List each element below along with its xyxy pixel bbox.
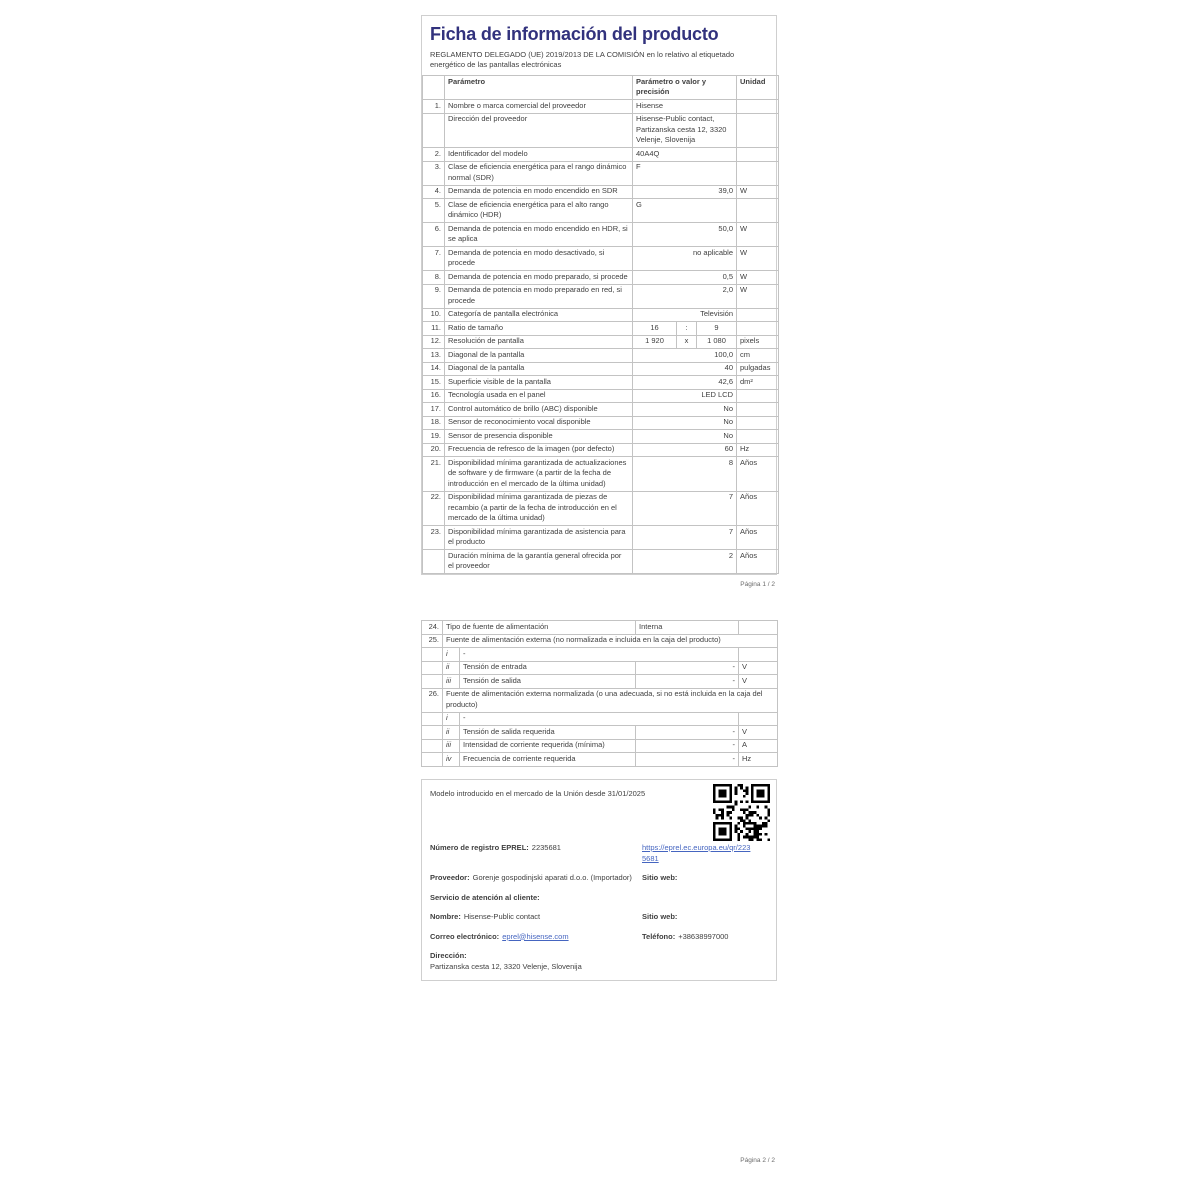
unit-cell (737, 322, 779, 336)
unit-cell: W (737, 247, 779, 271)
parameter-label-cell: Sensor de presencia disponible (445, 430, 633, 444)
table-row (423, 148, 779, 162)
parameter-label-cell: Categoría de pantalla electrónica (445, 308, 633, 322)
table-row (423, 100, 779, 114)
unit-cell (739, 648, 778, 662)
parameter-label-cell: Nombre o marca comercial del proveedor (445, 100, 633, 114)
parameter-label-cell: Resolución de pantalla (445, 335, 633, 349)
table-row (422, 712, 778, 726)
supplier-row (430, 873, 766, 884)
page-1-footer: Página 1 / 2 (740, 581, 775, 588)
parameter-value-cell: Televisión (633, 308, 737, 322)
parameter-label-cell: Disponibilidad mínima garantizada de asistencia para el producto (445, 526, 633, 550)
table-row (423, 223, 779, 247)
parameter-label-cell: Sensor de reconocimiento vocal disponible (445, 416, 633, 430)
unit-cell: Años (737, 491, 779, 526)
row-number-cell: 19. (423, 430, 445, 444)
parameter-label-cell: Fuente de alimentación externa normalizada (o una adecuada, si no está incluida en la caja del producto) (443, 688, 778, 712)
row-number-cell: 18. (423, 416, 445, 430)
address-cell (430, 951, 638, 972)
eprel-number-cell (430, 843, 638, 864)
row-number-cell: 22. (423, 491, 445, 526)
parameter-value-cell: - (636, 739, 739, 753)
supplier-cell (430, 873, 638, 884)
parameter-label-cell: Demanda de potencia en modo preparado en red, si procede (445, 284, 633, 308)
phone-label: Teléfono: (642, 931, 676, 941)
email-phone-row (430, 932, 766, 943)
row-number-cell (422, 726, 443, 740)
parameter-label-cell: Disponibilidad mínima garantizada de piezas de recambio (a partir de la fecha de introducción en el mercado de la última unidad) (445, 491, 633, 526)
value-separator-cell: x (677, 335, 697, 349)
parameter-value-cell: 60 (633, 443, 737, 457)
unit-cell: cm (737, 349, 779, 363)
unit-cell (737, 100, 779, 114)
row-number-cell (422, 753, 443, 767)
value-part-cell: 9 (697, 322, 737, 336)
parameter-value-cell: 39,0 (633, 185, 737, 199)
unit-cell: W (737, 271, 779, 285)
table-row (423, 376, 779, 390)
unit-cell (737, 416, 779, 430)
value-separator-cell: : (677, 322, 697, 336)
table-row (422, 661, 778, 675)
parameter-label-cell: Tipo de fuente de alimentación (443, 621, 636, 635)
row-number-cell: 5. (423, 199, 445, 223)
parameter-value-cell: F (633, 161, 737, 185)
row-number-cell (422, 712, 443, 726)
address-row (430, 951, 766, 972)
value-part-cell: 1 920 (633, 335, 677, 349)
row-number-cell: 8. (423, 271, 445, 285)
table-row (423, 457, 779, 492)
unit-cell: Hz (739, 753, 778, 767)
table-row (423, 349, 779, 363)
row-number-cell: 17. (423, 403, 445, 417)
address-label: Dirección: (430, 951, 467, 960)
row-number-cell: 11. (423, 322, 445, 336)
row-number-cell: 16. (423, 389, 445, 403)
parameter-label-cell: - (460, 712, 739, 726)
page-1 (421, 15, 777, 588)
table-row (422, 739, 778, 753)
table-row (423, 322, 779, 336)
table-row (422, 688, 778, 712)
email-cell (430, 932, 638, 943)
parameter-label-cell: Frecuencia de corriente requerida (460, 753, 636, 767)
unit-cell: V (739, 726, 778, 740)
table-row (422, 621, 778, 635)
unit-cell (737, 161, 779, 185)
table-row (423, 550, 779, 574)
unit-cell (739, 712, 778, 726)
parameter-label-cell: Control automático de brillo (ABC) disponible (445, 403, 633, 417)
parameter-label-cell: Demanda de potencia en modo encendido en SDR (445, 185, 633, 199)
parameter-label-cell: Diagonal de la pantalla (445, 349, 633, 363)
table-row (423, 185, 779, 199)
table-row (422, 634, 778, 648)
unit-cell: W (737, 223, 779, 247)
table-row (423, 335, 779, 349)
parameter-label-cell: Dirección del proveedor (445, 113, 633, 148)
row-number-cell: 1. (423, 100, 445, 114)
parameter-label-cell: Tensión de entrada (460, 661, 636, 675)
table-row (423, 389, 779, 403)
table-row (423, 113, 779, 148)
parameter-label-cell: Superficie visible de la pantalla (445, 376, 633, 390)
parameter-label-cell: Clase de eficiencia energética para el alto rango dinámico (HDR) (445, 199, 633, 223)
parameter-value-cell: 50,0 (633, 223, 737, 247)
row-number-cell: 25. (422, 634, 443, 648)
parameter-value-cell: 40A4Q (633, 148, 737, 162)
service-website-cell (642, 912, 766, 923)
eprel-info-box (421, 779, 777, 982)
table-row (423, 491, 779, 526)
parameter-value-cell: no aplicable (633, 247, 737, 271)
parameter-label-cell: Fuente de alimentación externa (no normalizada e incluida en la caja del producto) (443, 634, 778, 648)
table-row (422, 726, 778, 740)
parameter-value-cell: Interna (636, 621, 739, 635)
table-row (423, 430, 779, 444)
qr-code-image (713, 784, 770, 841)
eprel-link[interactable]: https://eprel.ec.europa.eu/qr/2235681 (642, 843, 751, 863)
contact-name-cell (430, 912, 638, 923)
parameter-value-cell: 2 (633, 550, 737, 574)
email-label: Correo electrónico: (430, 931, 500, 941)
eprel-number: 2235681 (531, 843, 561, 852)
unit-cell: pulgadas (737, 362, 779, 376)
value-part-cell: 16 (633, 322, 677, 336)
parameter-value-cell: G (633, 199, 737, 223)
parameter-value-cell: No (633, 430, 737, 444)
table-row (423, 308, 779, 322)
page-2-footer: Página 2 / 2 (740, 1157, 775, 1164)
table-row (423, 271, 779, 285)
parameter-label-cell: Intensidad de corriente requerida (mínima) (460, 739, 636, 753)
unit-cell: dm² (737, 376, 779, 390)
unit-cell (737, 199, 779, 223)
product-fiche-sheet (421, 15, 777, 575)
header-unit: Unidad (737, 76, 779, 100)
unit-cell: V (739, 661, 778, 675)
parameter-label-cell: Tensión de salida (460, 675, 636, 689)
row-number-cell: 6. (423, 223, 445, 247)
unit-cell (737, 430, 779, 444)
parameter-label-cell: Demanda de potencia en modo desactivado, si procede (445, 247, 633, 271)
unit-cell: Años (737, 526, 779, 550)
parameter-value-cell: 2,0 (633, 284, 737, 308)
phone-value: +38638997000 (678, 931, 729, 941)
table-row (423, 284, 779, 308)
roman-index-cell: iv (443, 753, 460, 767)
row-number-cell: 4. (423, 185, 445, 199)
row-number-cell (422, 675, 443, 689)
power-supply-table (421, 620, 778, 767)
roman-index-cell: iii (443, 739, 460, 753)
row-number-cell: 14. (423, 362, 445, 376)
supplier-value: Gorenje gospodinjski aparati d.o.o. (Importador) (472, 873, 632, 882)
parameter-label-cell: Clase de eficiencia energética para el rango dinámico normal (SDR) (445, 161, 633, 185)
phone-cell (642, 932, 766, 943)
name-label: Nombre: (430, 912, 461, 921)
unit-cell: Años (737, 550, 779, 574)
table-row (423, 247, 779, 271)
row-number-cell: 13. (423, 349, 445, 363)
unit-cell: V (739, 675, 778, 689)
unit-cell: pixels (737, 335, 779, 349)
eprel-link-cell (642, 843, 766, 864)
customer-service-row (430, 893, 766, 904)
row-number-cell: 26. (422, 688, 443, 712)
table-row (423, 416, 779, 430)
parameter-value-cell: 7 (633, 491, 737, 526)
parameter-label-cell: Ratio de tamaño (445, 322, 633, 336)
page-2 (421, 620, 777, 1170)
contact-name-row (430, 912, 766, 923)
unit-cell (737, 113, 779, 148)
parameter-value-cell: - (636, 726, 739, 740)
parameter-value-cell: 8 (633, 457, 737, 492)
row-number-cell: 12. (423, 335, 445, 349)
eprel-row (430, 843, 766, 864)
table-row (423, 161, 779, 185)
value-part-cell: 1 080 (697, 335, 737, 349)
parameter-value-cell: 7 (633, 526, 737, 550)
table-row (423, 362, 779, 376)
unit-cell (737, 308, 779, 322)
row-number-cell (422, 739, 443, 753)
table-row (423, 443, 779, 457)
parameter-value-cell: 40 (633, 362, 737, 376)
header-value: Parámetro o valor y precisión (633, 76, 737, 100)
parameter-value-cell: - (636, 753, 739, 767)
roman-index-cell: ii (443, 726, 460, 740)
row-number-cell: 10. (423, 308, 445, 322)
table-row (422, 648, 778, 662)
row-number-cell (423, 550, 445, 574)
unit-cell (739, 621, 778, 635)
row-number-cell: 20. (423, 443, 445, 457)
market-introduction-line: Modelo introducido en el mercado de la Unión desde 31/01/2025 (430, 788, 646, 798)
customer-service-label: Servicio de atención al cliente: (430, 892, 540, 902)
parameter-label-cell: Disponibilidad mínima garantizada de actualizaciones de software y de firmware (a partir de la fecha de introducción en el mercado de la última unidad) (445, 457, 633, 492)
roman-index-cell: ii (443, 661, 460, 675)
row-number-cell (422, 648, 443, 662)
parameter-label-cell: Duración mínima de la garantía general ofrecida por el proveedor (445, 550, 633, 574)
parameter-value-cell: 42,6 (633, 376, 737, 390)
unit-cell: W (737, 185, 779, 199)
name-value: Hisense-Public contact (463, 912, 541, 921)
parameter-label-cell: Demanda de potencia en modo encendido en HDR, si se aplica (445, 223, 633, 247)
row-number-cell: 3. (423, 161, 445, 185)
table-row (423, 526, 779, 550)
roman-index-cell: iii (443, 675, 460, 689)
row-number-cell: 9. (423, 284, 445, 308)
unit-cell: Hz (737, 443, 779, 457)
header-number-cell (423, 76, 445, 100)
parameter-value-cell: 100,0 (633, 349, 737, 363)
parameter-value-cell: LED LCD (633, 389, 737, 403)
website-label: Sitio web: (642, 873, 678, 882)
table-header-row (423, 76, 779, 100)
address-value: Partizanska cesta 12, 3320 Velenje, Slovenija (430, 961, 582, 971)
unit-cell (737, 403, 779, 417)
roman-index-cell: i (443, 712, 460, 726)
parameter-value-cell: Hisense (633, 100, 737, 114)
parameter-label-cell: Identificador del modelo (445, 148, 633, 162)
unit-cell: A (739, 739, 778, 753)
parameter-label-cell: Diagonal de la pantalla (445, 362, 633, 376)
parameter-value-cell: Hisense-Public contact, Partizanska cesta 12, 3320 Velenje, Slovenija (633, 113, 737, 148)
email-link[interactable]: eprel@hisense.com (502, 931, 569, 941)
parameter-value-cell: No (633, 416, 737, 430)
parameter-label-cell: Frecuencia de refresco de la imagen (por defecto) (445, 443, 633, 457)
product-parameters-table (422, 75, 779, 574)
parameter-label-cell: Tecnología usada en el panel (445, 389, 633, 403)
regulation-subtitle: REGLAMENTO DELEGADO (UE) 2019/2013 DE LA COMISIÓN en lo relativo al etiquetado energético de las pantallas electrónicas (430, 50, 735, 69)
row-number-cell: 21. (423, 457, 445, 492)
unit-cell (737, 148, 779, 162)
roman-index-cell: i (443, 648, 460, 662)
eprel-label: Número de registro EPREL: (430, 843, 529, 852)
row-number-cell: 24. (422, 621, 443, 635)
parameter-value-cell: 0,5 (633, 271, 737, 285)
table-row (423, 403, 779, 417)
row-number-cell: 23. (423, 526, 445, 550)
row-number-cell (422, 661, 443, 675)
parameter-value-cell: - (636, 675, 739, 689)
table-row (422, 675, 778, 689)
header-parameter: Parámetro (445, 76, 633, 100)
unit-cell: Años (737, 457, 779, 492)
row-number-cell: 7. (423, 247, 445, 271)
row-number-cell: 2. (423, 148, 445, 162)
page-title: Ficha de información del producto (430, 24, 719, 44)
row-number-cell (423, 113, 445, 148)
parameter-label-cell: - (460, 648, 739, 662)
parameter-label-cell: Demanda de potencia en modo preparado, si procede (445, 271, 633, 285)
supplier-label: Proveedor: (430, 873, 470, 882)
website2-label: Sitio web: (642, 912, 678, 921)
parameter-label-cell: Tensión de salida requerida (460, 726, 636, 740)
parameter-value-cell: - (636, 661, 739, 675)
parameter-value-cell: No (633, 403, 737, 417)
table-row (423, 199, 779, 223)
supplier-website-cell (642, 873, 766, 884)
unit-cell (737, 389, 779, 403)
unit-cell: W (737, 284, 779, 308)
row-number-cell: 15. (423, 376, 445, 390)
table-row (422, 753, 778, 767)
